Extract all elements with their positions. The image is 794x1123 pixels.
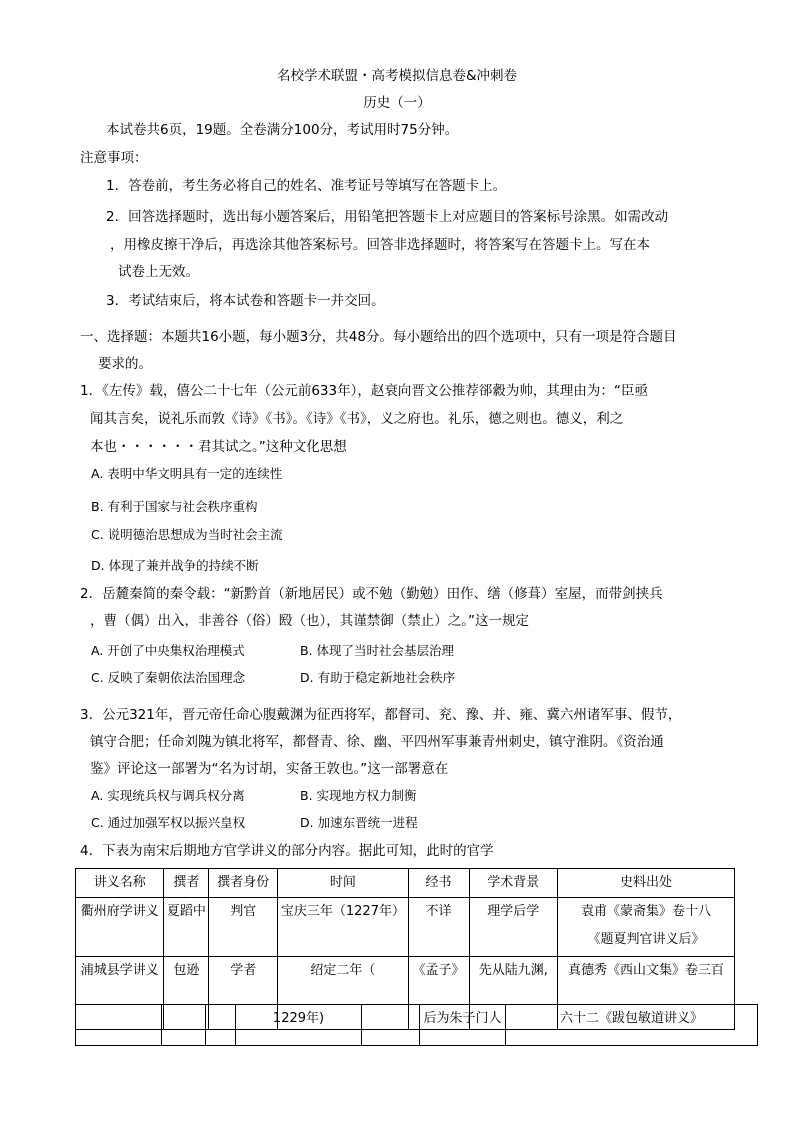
question-3-option-a: A. 实现统兵权与调兵权分离 [91,788,245,803]
table-cell [76,1005,162,1046]
question-2-stem: ，曹（偶）出入，非善谷（俗）殹（也），其谨禁御（禁止）之。”这一规定 [90,613,529,629]
table-header: 时间 [278,869,408,898]
note-item: ，用橡皮擦干净后，再选涂其他答案标号。回答非选择题时，将答案写在答题卡上。写在本 [110,237,650,253]
question-3-stem: 镇守合肥；任命刘隗为镇北将军，都督青、徐、幽、平四州军事兼青州刺史，镇守淮阴。《资治通 [90,734,664,750]
question-2-stem: 2．岳麓秦简的秦令载：“新黔首（新地居民）或不勉（勤勉）田作、缮（修葺）室屋，而带剑挟兵 [80,586,663,602]
table-cell: 包逊 [164,957,209,1030]
table-header: 学术背景 [469,869,557,898]
note-item: 3．考试结束后，将本试卷和答题卡一并交回。 [106,293,385,309]
table-header: 撰者身份 [209,869,278,898]
table-cell: 《孟子》 [408,957,469,1030]
question-3-option-b: B. 实现地方权力制衡 [300,788,417,803]
question-1-option-a: A. 表明中华文明具有一定的连续性 [91,466,283,481]
question-1-stem: 闻其言矣，说礼乐而敦《诗》《书》。《诗》《书》，义之府也。礼乐，德之则也。德义，利之 [90,411,624,427]
question-3-stem: 鉴》评论这一部署为“名为讨胡，实备王敦也。”这一部署意在 [90,761,449,777]
question-4-stem: 4．下表为南宋后期地方官学讲义的部分内容。据此可知，此时的官学 [80,843,494,859]
exam-title: 名校学术联盟・高考模拟信息卷&冲刺卷 [276,68,518,84]
lecture-table-continued [75,1004,758,1046]
table-cell [162,1005,206,1046]
question-2-option-c: C. 反映了秦朝依法治国理念 [91,670,246,685]
table-cell [362,1005,420,1046]
table-cell: 浦城县学讲义 [76,957,164,1030]
table-cell [206,1005,236,1046]
table-header-row [76,869,735,898]
question-1-option-b: B. 有利于国家与社会秩序重构 [91,499,258,514]
table-cell: 判官 [209,898,278,957]
exam-subtitle: 历史（一） [363,95,431,111]
question-1-option-c: C. 说明德治思想成为当时社会主流 [91,527,283,542]
table-cell: 后为朱子门人 [420,1005,506,1046]
question-1-stem: 本也・・・・・・君其试之。”这种文化思想 [90,439,347,455]
question-2-option-b: B. 体现了当时社会基层治理 [300,643,455,658]
question-3-stem: 3．公元321年，晋元帝任命心腹戴渊为征西将军，都督司、兖、豫、并、雍、冀六州诸军事、假节， [80,707,682,723]
table-cell: 学者 [209,957,278,1030]
question-2-option-a: A. 开创了中央集权治理模式 [91,643,245,658]
note-item: 试卷上无效。 [118,264,199,280]
table-cell: 衢州府学讲义 [76,898,164,957]
note-item: 1．答卷前，考生务必将自己的姓名、准考证号等填写在答题卡上。 [106,178,507,194]
question-3-option-d: D. 加速东晋统一进程 [300,815,418,830]
question-1-option-d: D. 体现了兼并战争的持续不断 [91,558,259,573]
table-row [76,898,735,957]
notes-heading: 注意事项： [80,150,148,166]
table-cell-line: 袁甫《蒙斋集》卷十八 [580,904,711,919]
table-header: 经书 [408,869,469,898]
table-cell: 真德秀《西山文集》卷三百 [558,957,735,1030]
table-cell [558,898,735,957]
intro-text: 本试卷共6页，19题。全卷满分100分，考试用时75分钟。 [106,122,459,138]
question-3-option-c: C. 通过加强军权以振兴皇权 [91,815,246,830]
question-2-option-d: D. 有助于稳定新地社会秩序 [300,670,456,685]
table-cell: 先从陆九渊, [469,957,557,1030]
table-cell: 1229年) [236,1005,362,1046]
table-row [76,1005,758,1046]
table-cell: 不详 [408,898,469,957]
table-header: 史料出处 [558,869,735,898]
table-header: 撰者 [164,869,209,898]
table-cell: 理学后学 [469,898,557,957]
question-1-stem: 1．《左传》载，僖公二十七年（公元前633年），赵衰向晋文公推荐郤縠为帅，其理由为：“臣亟 [80,383,648,399]
table-cell-line: 《题夏判官讲义后》 [587,932,705,947]
table-header: 讲义名称 [76,869,164,898]
table-cell: 夏蹈中 [164,898,209,957]
table-cell: 绍定二年（ [278,957,408,1030]
section-heading: 一、选择题：本题共16小题，每小题3分，共48分。每小题给出的四个选项中，只有一项是符合题目 [80,329,677,345]
note-item: 2．回答选择题时，选出每小题答案后，用铅笔把答题卡上对应题目的答案标号涂黑。如需改动 [106,209,669,225]
table-cell: 六十二《跋包敏道讲义》 [506,1005,758,1046]
section-heading-cont: 要求的。 [98,356,152,372]
table-cell: 宝庆三年（1227年） [278,898,408,957]
